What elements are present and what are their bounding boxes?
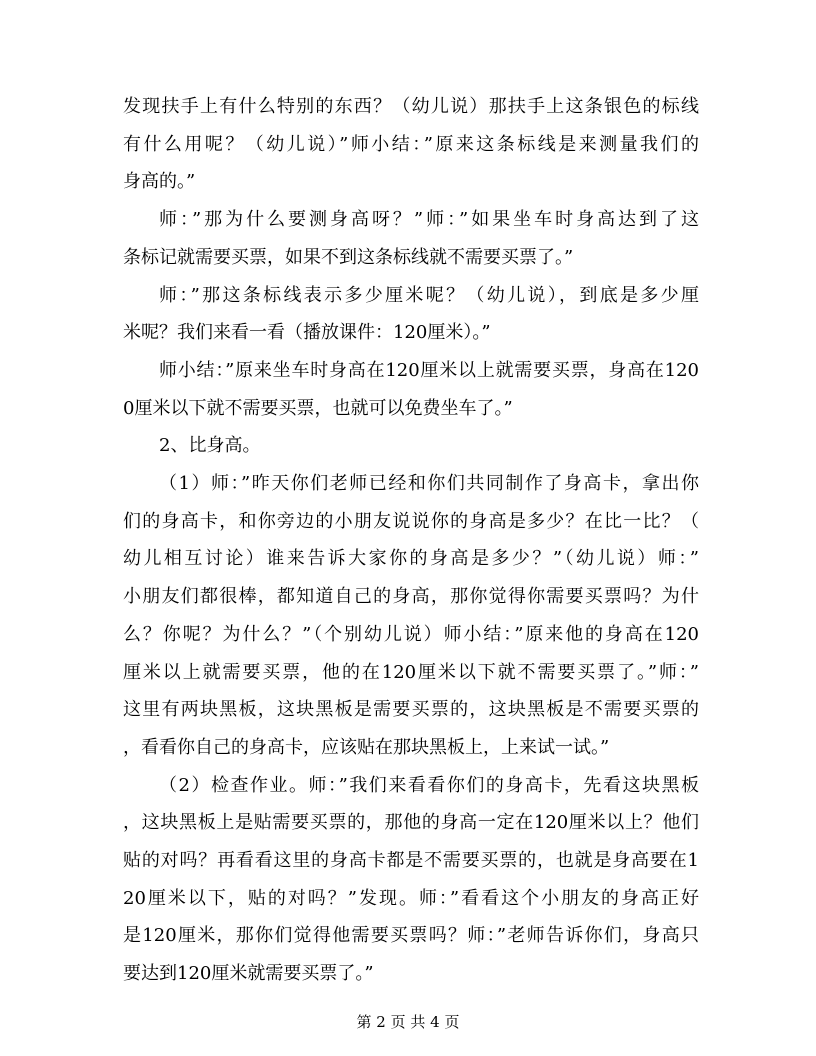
text-line: 有什么用呢？（幼儿说）”师小结：”原来这条标线是来测量我们的 — [123, 133, 699, 155]
text-line: ，这块黑板上是贴需要买票的，那他的身高一定在120厘米以上？他们 — [123, 812, 699, 834]
text-line: 们的身高卡，和你旁边的小朋友说说你的身高是多少？在比一比？（ — [123, 510, 699, 532]
text-line: 小朋友们都很棒，都知道自己的身高，那你觉得你需要买票吗？为什 — [123, 586, 699, 608]
text-line: 贴的对吗？再看看这里的身高卡都是不需要买票的，也就是身高要在1 — [123, 850, 699, 871]
text-line: 条标记就需要买票，如果不到这条标线就不需要买票了。” — [123, 246, 574, 268]
text-line: 发现扶手上有什么特别的东西？（幼儿说）那扶手上这条银色的标线 — [123, 96, 699, 117]
text-line: 么？你呢？为什么？”（个别幼儿说）师小结：”原来他的身高在120 — [123, 623, 699, 645]
text-line: （2）检查作业。师：”我们来看看你们的身高卡，先看这块黑板 — [159, 774, 699, 796]
text-line: （1）师：”昨天你们老师已经和你们共同制作了身高卡，拿出你 — [159, 473, 699, 494]
text-line: 是120厘米，那你们觉得他需要买票吗？师：”老师告诉你们，身高只 — [123, 925, 699, 947]
text-line: ，看看你自己的身高卡，应该贴在那块黑板上，上来试一试。” — [123, 736, 610, 758]
text-line: 师小结：”原来坐车时身高在120厘米以上就需要买票，身高在120 — [159, 359, 699, 381]
text-line: 师：”那为什么要测身高呀？”师：”如果坐车时身高达到了这 — [159, 209, 699, 231]
text-line: 要达到120厘米就需要买票了。” — [123, 963, 374, 985]
text-line: 这里有两块黑板，这块黑板是需要买票的，这块黑板是不需要买票的 — [123, 699, 699, 721]
text-line: 身高的。” — [123, 171, 196, 193]
text-line: 师：”那这条标线表示多少厘米呢？（幼儿说），到底是多少厘 — [159, 284, 699, 306]
text-line: 厘米以上就需要买票，他的在120厘米以下就不需要买票了。”师：” — [123, 661, 699, 683]
text-line: 米呢？我们来看一看（播放课件：120厘米）。” — [123, 322, 491, 344]
page-footer: 第 2 页 共 4 页 — [356, 1013, 460, 1031]
text-line: 20厘米以下，贴的对吗？”发现。师：”看看这个小朋友的身高正好 — [123, 887, 699, 909]
text-line: 0厘米以下就不需要买票，也就可以免费坐车了。” — [123, 397, 513, 419]
text-line: 幼儿相互讨论）谁来告诉大家你的身高是多少？”（幼儿说）师：” — [123, 548, 699, 570]
text-line: 2、比身高。 — [159, 435, 261, 457]
